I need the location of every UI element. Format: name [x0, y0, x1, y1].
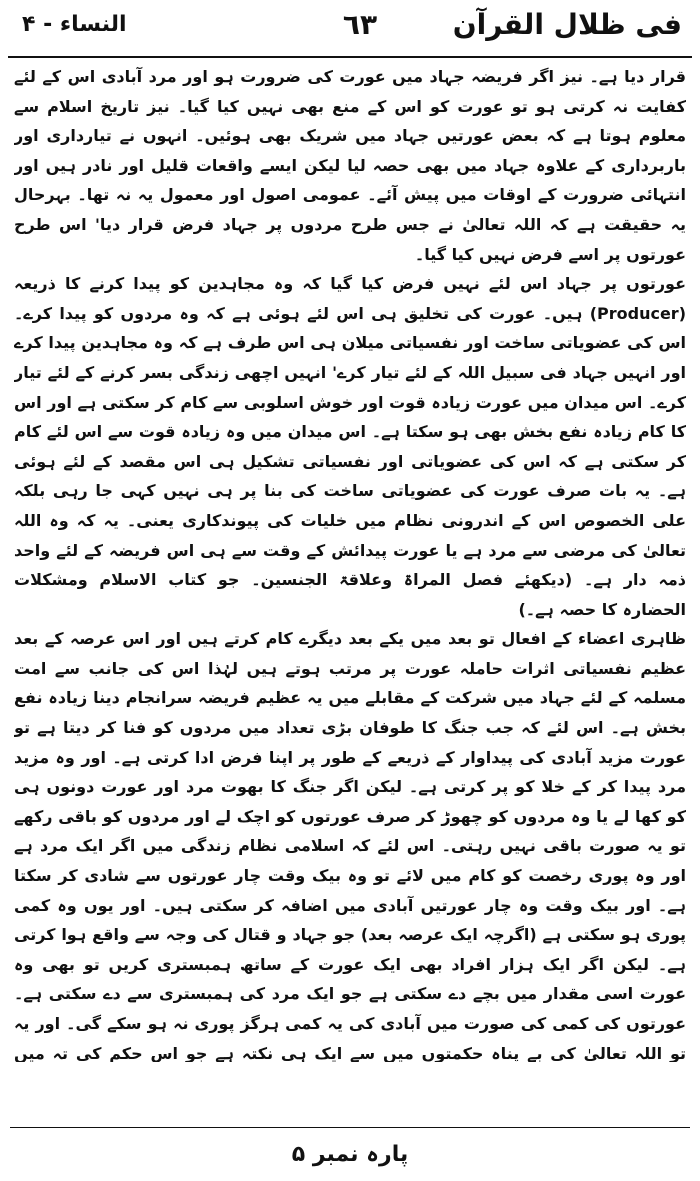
paragraph: ظاہری اعضاء کے افعال تو بعد میں یکے بعد دیگرے کام کرتے ہیں اور اس عرصہ کے بعد عظیم نفسیاتی اثرات حاملہ عورت پر مرتب ہوتے ہیں لہٰذا اس کی جانب سے امت مسلمہ کے لئے جہاد میں شرکت کے مقابلے میں یہ عظیم فریضہ سرانجام دینا زیادہ نفع بخش ہے۔ اس لئے کہ جب جنگ کا طوفان بڑی تعداد میں مردوں کو فنا کر دیتا ہے تو عورت مزید آبادی کی پیداوار کے ذریعے کے طور پر اپنا فرض ادا کرتی ہے۔ اور وہ مزید مرد پیدا کر کے خلا کو پر کرتی ہے۔ لیکن اگر جنگ کا بھوت مرد اور عورت دونوں ہی کو کھا لے یا وہ مردوں کو چھوڑ کر صرف عورتوں کو اچک لے اور مردوں کو باقی رکھے تو یہ صورت باقی نہیں رہتی۔ اس لئے کہ اسلامی نظام زندگی میں اگر ایک مرد ہے اور وہ پوری رخصت کو کام میں لائے تو وہ بیک وقت چار عورتوں سے شادی کر سکتا ہے۔ اور بیک وقت وہ چار عورتیں آبادی میں اضافہ کر سکتی ہیں۔ اور یوں وہ کمی پوری ہو سکتی ہے (اگرچہ ایک عرصہ بعد) جو جہاد و قتال کی وجہ سے واقع ہوا کرتی ہے۔ لیکن اگر ایک ہزار افراد بھی ایک عورت کے ساتھ ہمبستری کریں تو بھی وہ عورت اسی مقدار میں بچے دے سکتی ہے جو ایک مرد کی ہمبستری سے دے سکتی ہے۔ عورتوں کی کمی کی صورت میں آبادی کی یہ کمی ہرگز پوری نہ ہو سکے گی۔ اور یہ تو اللہ تعالیٰ کی بے پناہ حکمتوں میں سے ایک ہی نکتہ ہے جو اس حکم کی تہ میں [14, 629, 686, 1062]
page-body [14, 62, 686, 1062]
paragraph: عورتوں پر جہاد اس لئے نہیں فرض کیا گیا کہ وہ مجاہدین کو پیدا کرنے کا ذریعہ (Producer) ہیں۔ عورت کی تخلیق ہی اس لئے ہوئی ہے کہ وہ مردوں کو پیدا کرے۔ اس کی عضویاتی ساخت اور نفسیاتی میلان ہی اس طرف ہے کہ وہ مجاہدین پیدا کرے اور انہیں جہاد فی سبیل اللہ کے لئے تیار کرے' انہیں اچھی زندگی بسر کرنے کے لئے تیار کرے۔ اس میدان میں عورت زیادہ قوت اور خوش اسلوبی سے کام کر سکتی ہے اور اس کا کام زیادہ نفع بخش بھی ہو سکتا ہے۔ اس میدان میں وہ زیادہ قوت سے اس لئے کام کر سکتی ہے کہ اس کی عضویاتی اور نفسیاتی تشکیل ہی اس مقصد کے لئے ہوئی ہے۔ یہ بات صرف عورت کی عضویاتی ساخت کی بنا پر ہی نہیں کہی جا رہی بلکہ علی الخصوص اس کے اندرونی نظام میں خلیات کی پیوندکاری یعنی۔ یہ کہ وہ اللہ تعالیٰ کی مرضی سے مرد ہے یا عورت پیدائش کے وقت سے ہی اس فریضہ کے لئے واحد ذمہ دار ہے۔ (دیکھئے فصل المراۃ وعلاقۃ الجنسین۔ جو کتاب الاسلام ومشکلات الحضارہ کا حصہ ہے۔) [14, 274, 686, 619]
footer-rule [10, 1127, 690, 1128]
page-number: ٦٣ [342, 8, 378, 41]
surah-label: النساء - ۴ [22, 12, 127, 37]
page-header [0, 0, 700, 58]
paragraph: قرار دیا ہے۔ نیز اگر فریضہ جہاد میں عورت کی ضرورت ہو اور مرد آبادی اس کے لئے کفایت نہ کرتی ہو تو عورت کو اس کے منع بھی نہیں کیا گیا۔ نیز تاریخ اسلام سے معلوم ہوتا ہے کہ بعض عورتیں جہاد میں شریک بھی ہوئیں۔ انہوں نے تیارداری اور باربرداری کے علاوہ جہاد میں بھی حصہ لیا لیکن ایسے واقعات قلیل اور نادر ہیں اور انتہائی ضرورت کے اوقات میں پیش آئے۔ عمومی اصول اور معمول یہ نہ تھا۔ بہرحال یہ حقیقت ہے کہ اللہ تعالیٰ نے جس طرح مردوں پر جہاد فرض قرار دیا' اس طرح عورتوں پر اسے فرض نہیں کیا گیا۔ [14, 67, 686, 264]
book-title: فی ظلال القرآن [452, 8, 682, 41]
header-rule [8, 56, 692, 58]
para-label: پارہ نمبر ۵ [291, 1142, 409, 1167]
